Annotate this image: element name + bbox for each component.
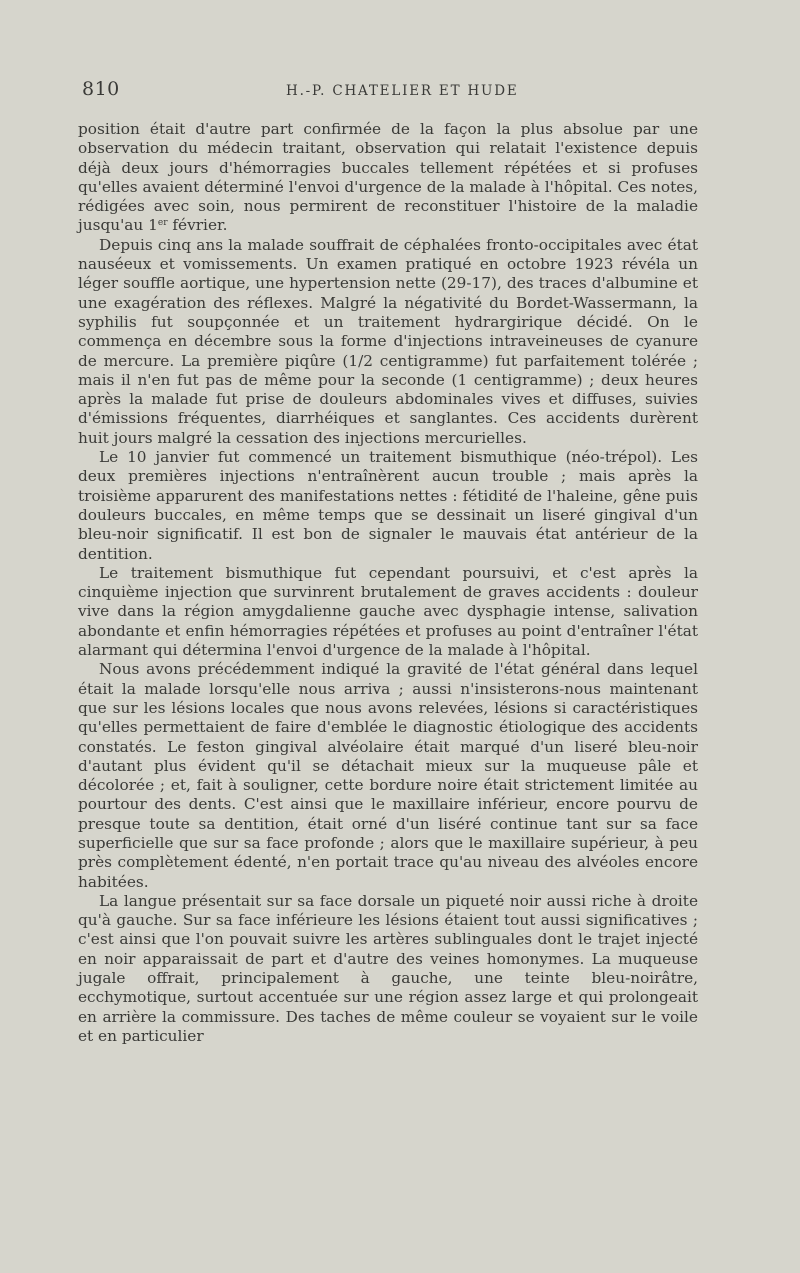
superscript-er: er [157, 218, 168, 229]
paragraph-4: Le traitement bismuthique fut cependant poursuivi, et c'est après la cinquième injection que survinrent brutalement de graves accidents : douleur vive dans la région amygdalienne gauche avec dysphagie intense, salivation abondante et enfin hémorragies répétées et profuses au point d'entraîner l'état alarmant qui détermina l'envoi d'urgence de la malade à l'hôpital. [78, 563, 698, 660]
running-head [82, 78, 722, 102]
paragraph-2: Depuis cinq ans la malade souffrait de céphalées fronto-occipitales avec état nauséeux et vomissements. Un examen pratiqué en octobre 1923 révéla un léger souffle aortique, une hypertension nette (29-17), des traces d'albumine et une exagération des réflexes. Malgré la négativité du Bordet-Wassermann, la syphilis fut soupçonnée et un traitement hydrargirique décidé. On le commença en décembre sous la forme d'injections intraveineuses de cyanure de mercure. La première piqûre (1/2 centigramme) fut parfaitement tolérée ; mais il n'en fut pas de même pour la seconde (1 centigramme) ; deux heures après la malade fut prise de douleurs abdominales vives et diffuses, suivies d'émissions fréquentes, diarrhéiques et sanglantes. Ces accidents durèrent huit jours malgré la cessation des injections mercurielles. [78, 235, 698, 447]
page-number: 810 [82, 78, 120, 100]
paragraph-5: Nous avons précédemment indiqué la gravité de l'état général dans lequel était la malade lorsqu'elle nous arriva ; aussi n'insisterons-nous maintenant que sur les lésions locales que nous avons relevées, lésions si caractéristiques qu'elles permettaient de faire d'emblée le diagnostic étiologique des accidents constatés. Le feston gingival alvéolaire était marqué d'un liseré bleu-noir d'autant plus évident qu'il se détachait mieux sur la muqueuse pâle et décolorée ; et, fait à souligner, cette bordure noire était strictement limitée au pourtour des dents. C'est ainsi que le maxillaire inférieur, encore pourvu de presque toute sa dentition, était orné d'un liséré continue tant sur sa face superficielle que sur sa face profonde ; alors que le maxillaire supérieur, à peu près complètement édenté, n'en portait trace qu'au niveau des alvéoles encore habitées. [78, 660, 698, 891]
paragraph-1 [78, 120, 698, 236]
paragraph-1-end: février. [167, 216, 228, 235]
running-head-authors: H.-P. CHATELIER ET HUDE [286, 83, 519, 99]
paragraph-1-text: position était d'autre part confirmée de la façon la plus absolue par une observation du médecin traitant, observation qui relatait l'existence depuis déjà deux jours d'hémorragies buccales tellement répétées et si profuses qu'elles avaient déterminé l'envoi d'urgence de la malade à l'hôpital. Ces notes, rédigées avec soin, nous permirent de reconstituer l'histoire de la maladie jusqu'au 1 [78, 120, 698, 235]
body-text [78, 120, 698, 1046]
paragraph-3: Le 10 janvier fut commencé un traitement bismuthique (néo-trépol). Les deux premières injections n'entraînèrent aucun trouble ; mais après la troisième apparurent des manifestations nettes : fétidité de l'haleine, gêne puis douleurs buccales, en même temps que se dessinait un liseré gingival d'un bleu-noir significatif. Il est bon de signaler le mauvais état antérieur de la dentition. [78, 448, 698, 563]
paragraph-6: La langue présentait sur sa face dorsale un piqueté noir aussi riche à droite qu'à gauche. Sur sa face inférieure les lésions étaient tout aussi significatives ; c'est ainsi que l'on pouvait suivre les artères sublinguales dont le trajet injecté en noir apparaissait de part et d'autre des veines homonymes. La muqueuse jugale offrait, principalement à gauche, une teinte bleu-noirâtre, ecchymotique, surtout accentuée sur une région assez large et qui prolongeait en arrière la commissure. Des taches de même couleur se voyaient sur le voile et en particulier [78, 891, 698, 1045]
